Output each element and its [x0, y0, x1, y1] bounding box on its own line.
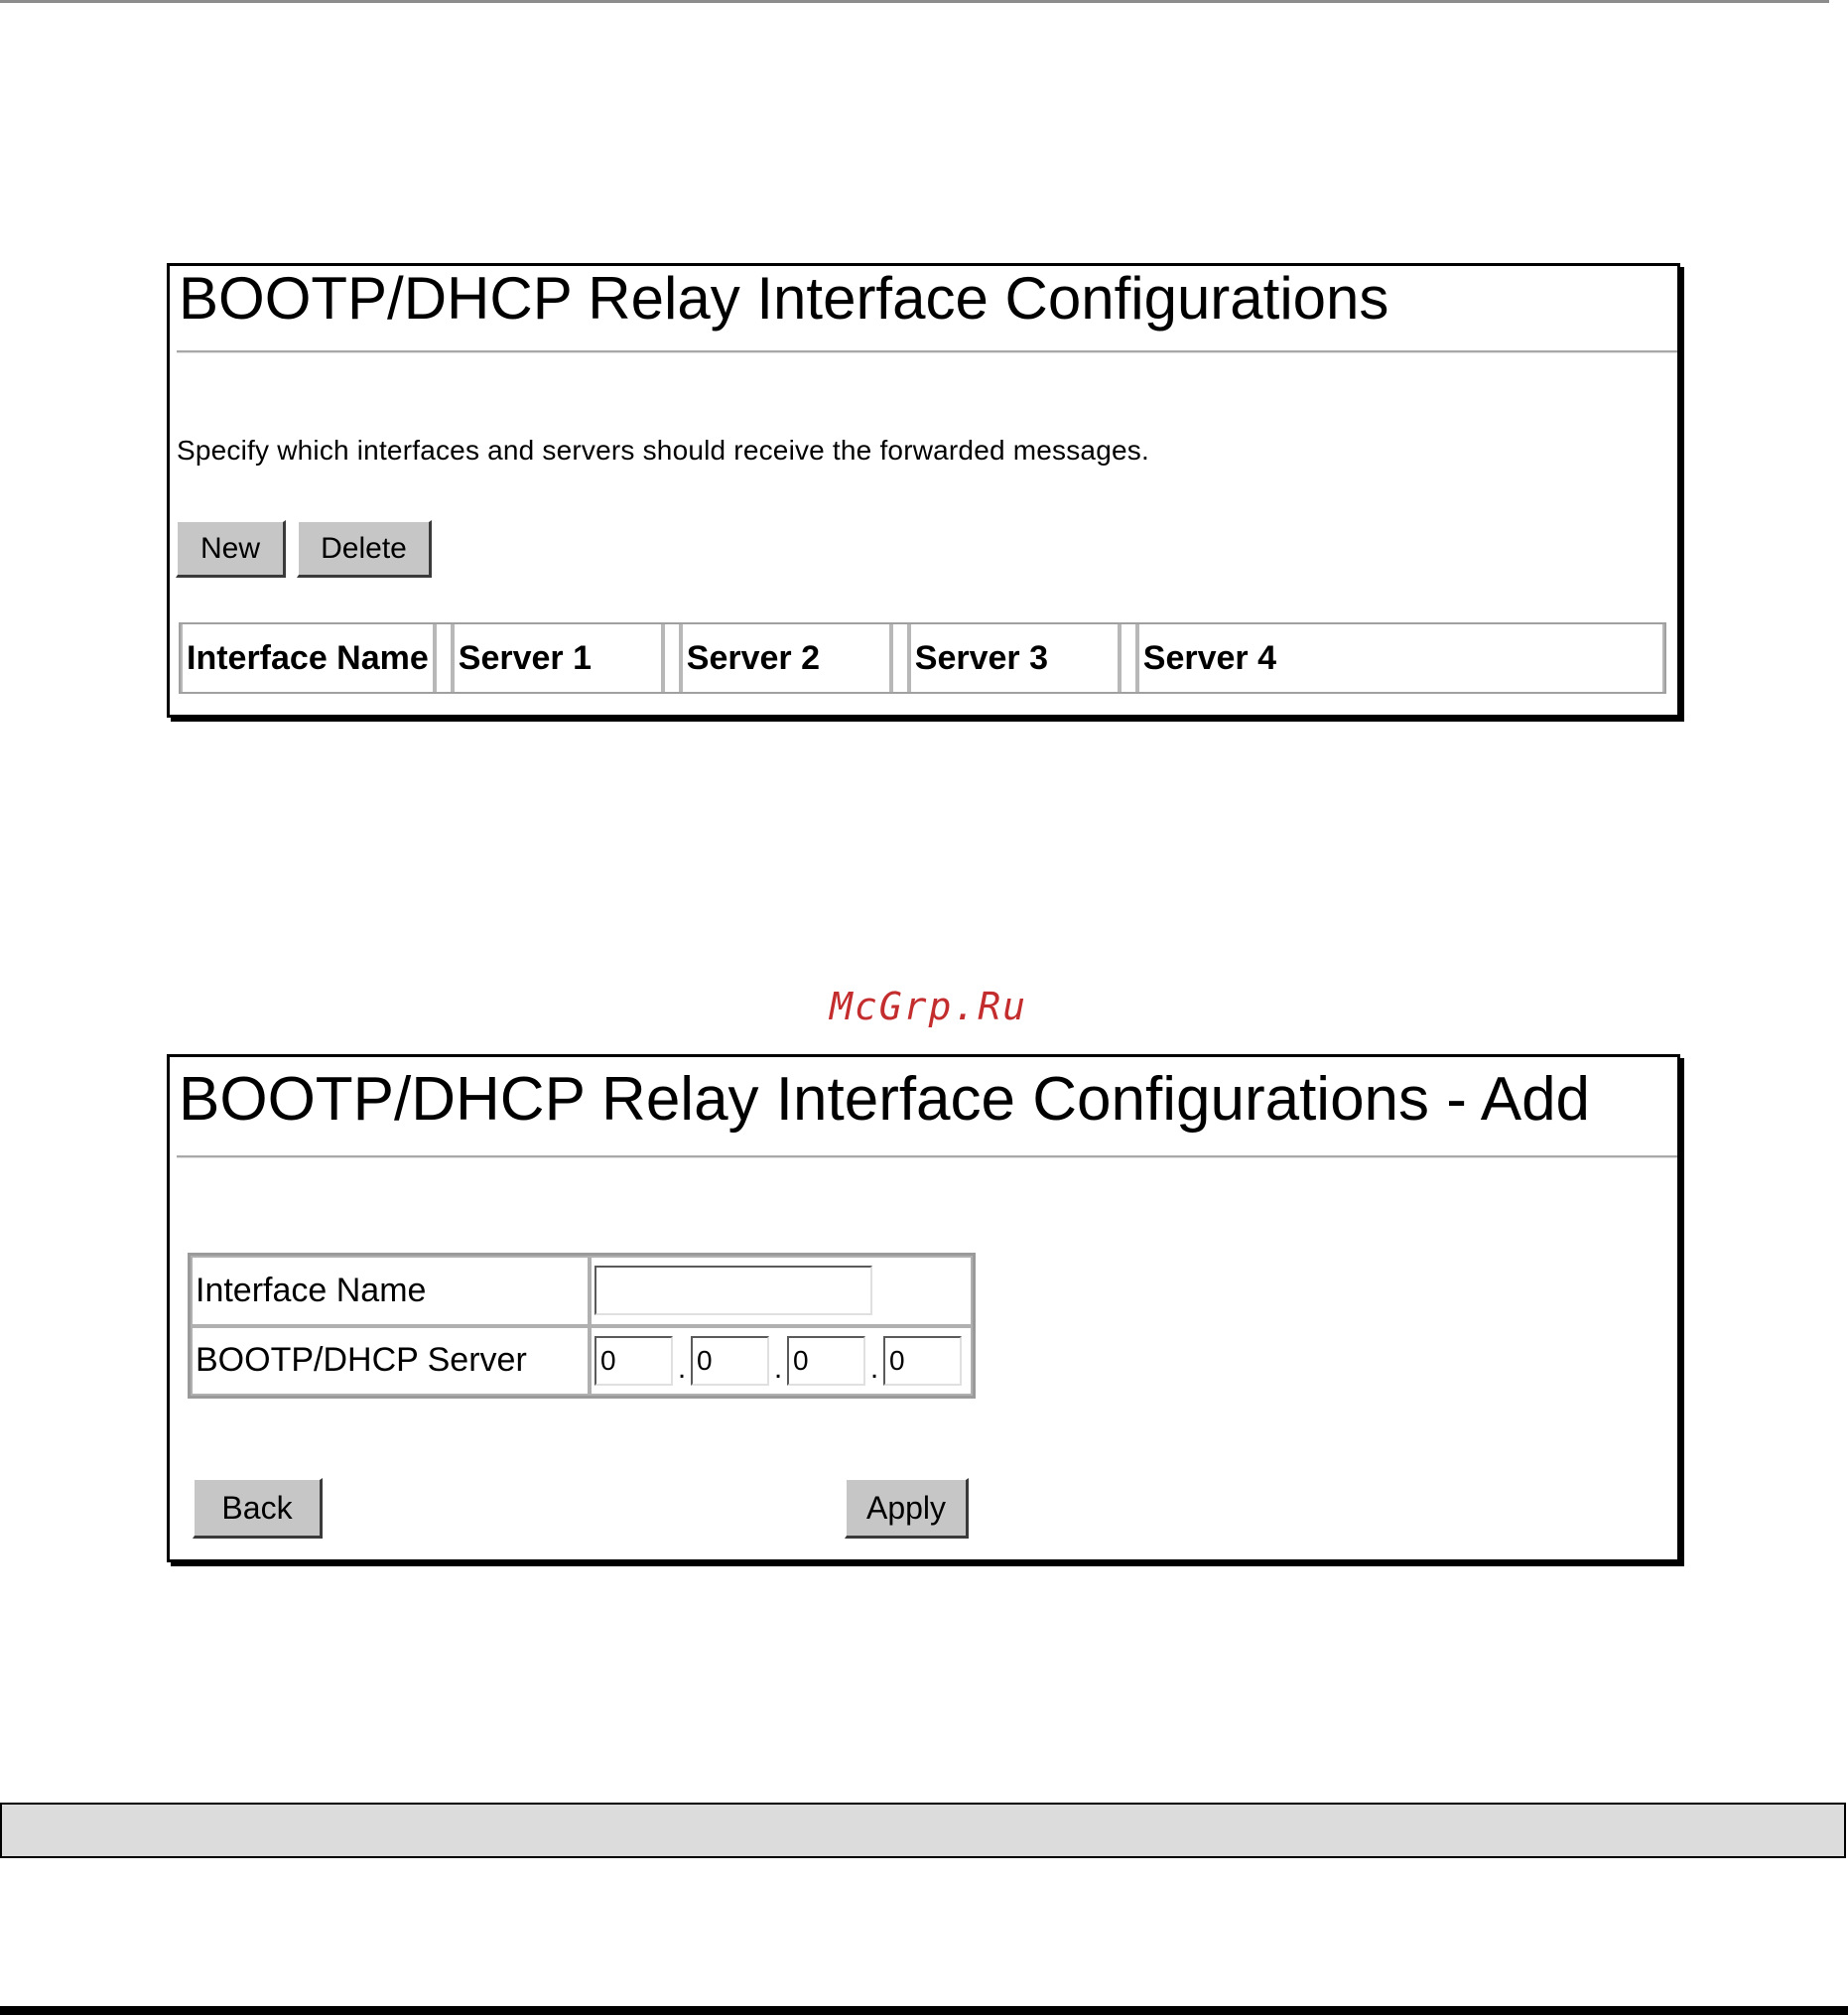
top-rule [0, 0, 1829, 3]
form-row-interface-name [191, 1256, 973, 1326]
instructions-text: Specify which interfaces and servers should receive the forwarded messages. [177, 435, 1149, 466]
interface-name-label: Interface Name [191, 1256, 590, 1326]
server-ip-octet-2-input[interactable] [691, 1336, 769, 1386]
column-header-server-4: Server 4 [1137, 624, 1664, 692]
watermark-text: McGrp.Ru [830, 985, 1028, 1028]
column-header-interface-name: Interface Name [181, 624, 435, 692]
table-header-row [181, 624, 1664, 692]
bottom-rule [0, 2006, 1848, 2015]
delete-button[interactable]: Delete [297, 520, 432, 578]
back-button[interactable]: Back [193, 1478, 323, 1539]
column-separator [1120, 624, 1137, 692]
server-ip-octet-1-input[interactable] [594, 1336, 673, 1386]
server-ip-octet-3-input[interactable] [787, 1336, 865, 1386]
server-label: BOOTP/DHCP Server [191, 1326, 590, 1397]
ip-separator: . [677, 1351, 687, 1385]
add-form-table [188, 1253, 976, 1399]
ip-separator: . [869, 1351, 879, 1385]
form-row-server [191, 1326, 973, 1397]
interface-name-input[interactable] [594, 1266, 872, 1315]
footer-band [0, 1803, 1846, 1858]
interface-table [179, 622, 1666, 694]
column-separator [891, 624, 909, 692]
column-header-server-1: Server 1 [453, 624, 663, 692]
page-title: BOOTP/DHCP Relay Interface Configurations - Add [179, 1065, 1591, 1134]
column-separator [435, 624, 453, 692]
page-title: BOOTP/DHCP Relay Interface Configurations [179, 265, 1389, 332]
relay-config-list-panel [167, 263, 1680, 718]
column-separator [663, 624, 681, 692]
apply-button[interactable]: Apply [845, 1478, 969, 1539]
new-button[interactable]: New [176, 520, 286, 578]
column-header-server-3: Server 3 [909, 624, 1120, 692]
ip-separator: . [773, 1351, 783, 1385]
column-header-server-2: Server 2 [681, 624, 891, 692]
interface-name-cell [590, 1256, 973, 1326]
server-ip-octet-4-input[interactable] [883, 1336, 962, 1386]
title-divider [177, 350, 1677, 353]
relay-config-add-panel [167, 1054, 1680, 1562]
server-ip-cell [590, 1326, 973, 1397]
title-divider [177, 1155, 1677, 1158]
